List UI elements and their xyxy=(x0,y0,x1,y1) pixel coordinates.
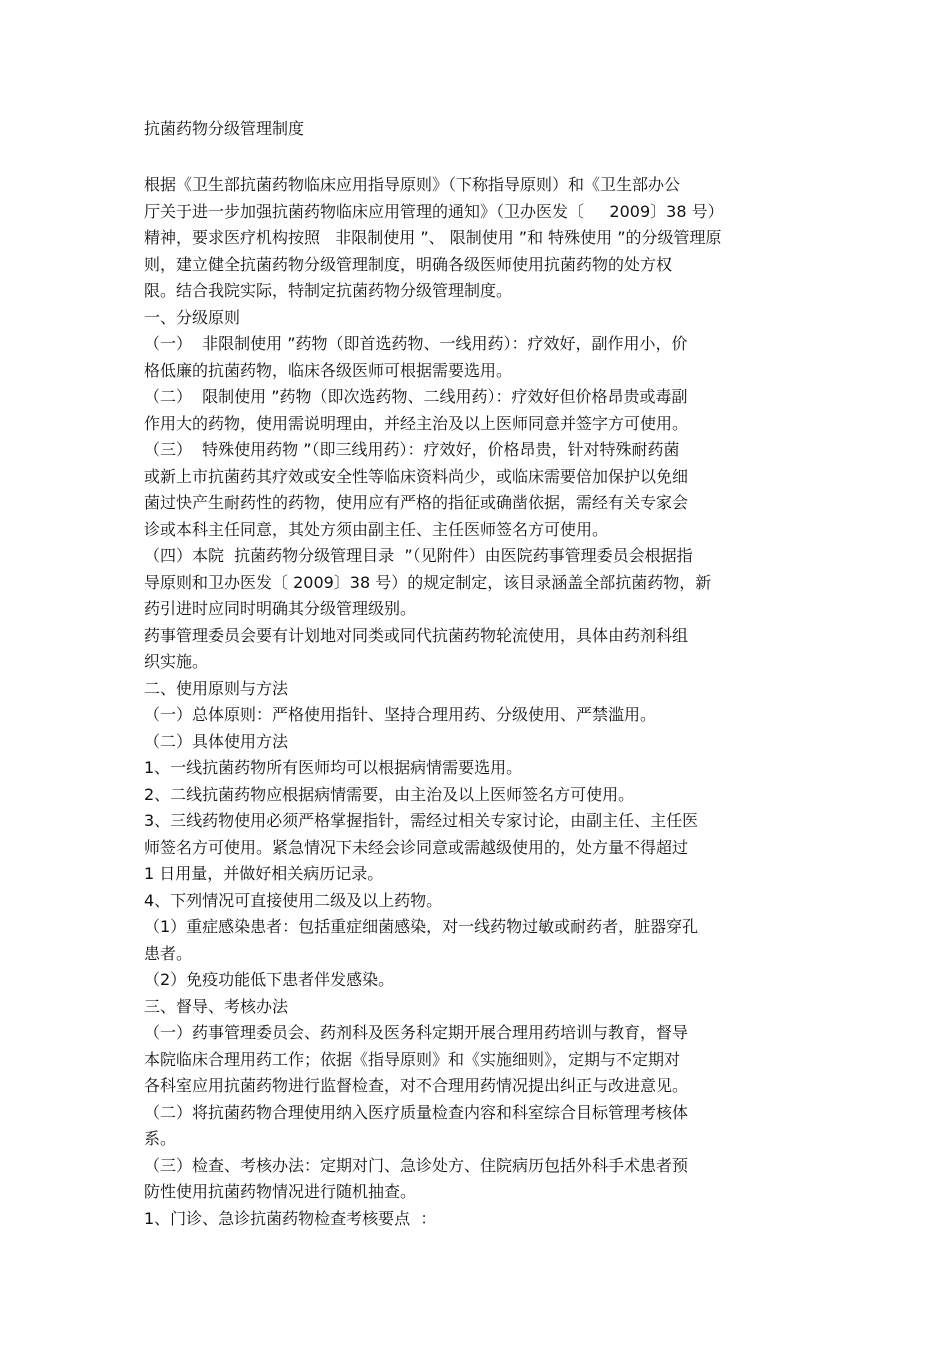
body-line: 厅关于进一步加强抗菌药物临床应用管理的通知》（卫办医发〔 2009〕38 号） xyxy=(144,201,724,221)
body-line: 二、使用原则与方法 xyxy=(144,678,289,698)
body-line: 3、三线药物使用必须严格掌握指针，需经过相关专家讨论，由副主任、主任医 xyxy=(144,811,699,830)
body-line: 2、二线抗菌药物应根据病情需要，由主治及以上医师签名方可使用。 xyxy=(144,784,635,804)
body-line: 患者。 xyxy=(144,943,193,963)
body-line: 作用大的药物，使用需说明理由，并经主治及以上医师同意并签字方可使用。 xyxy=(144,413,689,433)
body-line: 防性使用抗菌药物情况进行随机抽查。 xyxy=(144,1182,417,1201)
body-line: 则，建立健全抗菌药物分级管理制度，明确各级医师使用抗菌药物的处方权 xyxy=(144,254,673,274)
body-line: 诊或本科主任同意，其处方须由副主任、主任医师签名方可使用。 xyxy=(144,519,609,539)
body-line: （一） 非限制使用 ”药物（即首选药物、一线用药）：疗效好，副作用小，价 xyxy=(144,334,688,353)
body-line: 1 日用量，并做好相关病历记录。 xyxy=(144,864,384,883)
body-line: 限。结合我院实际，特制定抗菌药物分级管理制度。 xyxy=(144,281,513,300)
body-line: 各科室应用抗菌药物进行监督检查，对不合理用药情况提出纠正与改进意见。 xyxy=(144,1076,689,1095)
body-line: 三、督导、考核办法 xyxy=(144,996,289,1016)
body-line: （三）检查、考核办法：定期对门、急诊处方、住院病历包括外科手术患者预 xyxy=(144,1155,689,1175)
body-line: 本院临床合理用药工作；依据《指导原则》和《实施细则》，定期与不定期对 xyxy=(144,1049,681,1069)
body-line: 1、门诊、急诊抗菌药物检查考核要点 ： xyxy=(144,1208,437,1228)
body-line: 格低廉的抗菌药物，临床各级医师可根据需要选用。 xyxy=(144,360,513,380)
body-line: （一）药事管理委员会、药剂科及医务科定期开展合理用药培训与教育，督导 xyxy=(144,1023,689,1042)
body-line: 精神，要求医疗机构按照 非限制使用 ”、 限制使用 ”和 特殊使用 ”的分级管理原 xyxy=(144,228,722,247)
body-line: （1）重症感染患者：包括重症细菌感染，对一线药物过敏或耐药者，脏器穿孔 xyxy=(144,917,699,936)
body-line: 药引进时应同时明确其分级管理级别。 xyxy=(144,599,417,618)
body-line: 师签名方可使用。紧急情况下未经会诊同意或需越级使用的，处方量不得超过 xyxy=(144,837,689,857)
body-line: 4、下列情况可直接使用二级及以上药物。 xyxy=(144,890,443,910)
body-line: （二）具体使用方法 xyxy=(144,731,289,751)
body-line: 根据《卫生部抗菌药物临床应用指导原则》（下称指导原则）和《卫生部办公 xyxy=(144,175,681,194)
document-title: 抗菌药物分级管理制度 xyxy=(144,119,305,138)
body-line: 菌过快产生耐药性的药物，使用应有严格的指征或确凿依据，需经有关专家会 xyxy=(144,493,689,512)
body-line: 或新上市抗菌药其疗效或安全性等临床资料尚少，或临床需要倍加保护以免细 xyxy=(144,466,689,486)
body-line: 药事管理委员会要有计划地对同类或同代抗菌药物轮流使用，具体由药剂科组 xyxy=(144,625,689,645)
body-line: 1、一线抗菌药物所有医师均可以根据病情需要选用。 xyxy=(144,758,523,777)
body-line: （2）免疫功能低下患者伴发感染。 xyxy=(144,970,395,989)
body-line: 系。 xyxy=(144,1129,177,1148)
body-line: （三） 特殊使用药物 ”（即三线用药）：疗效好，价格昂贵，针对特殊耐药菌 xyxy=(144,440,680,459)
body-line: 导原则和卫办医发〔 2009〕38 号）的规定制定，该目录涵盖全部抗菌药物，新 xyxy=(144,572,712,592)
body-line: 一、分级原则 xyxy=(144,307,241,327)
body-line: （二）将抗菌药物合理使用纳入医疗质量检查内容和科室综合目标管理考核体 xyxy=(144,1102,689,1122)
body-line: 织实施。 xyxy=(144,652,209,671)
document-body xyxy=(144,172,824,1232)
body-line: （二） 限制使用 ”药物（即次选药物、二线用药）：疗效好但价格昂贵或毒副 xyxy=(144,387,688,406)
body-line: （四）本院 抗菌药物分级管理目录 ”（见附件）由医院药事管理委员会根据指 xyxy=(144,546,693,565)
body-line: （一）总体原则：严格使用指针、坚持合理用药、分级使用、严禁滥用。 xyxy=(144,705,657,724)
